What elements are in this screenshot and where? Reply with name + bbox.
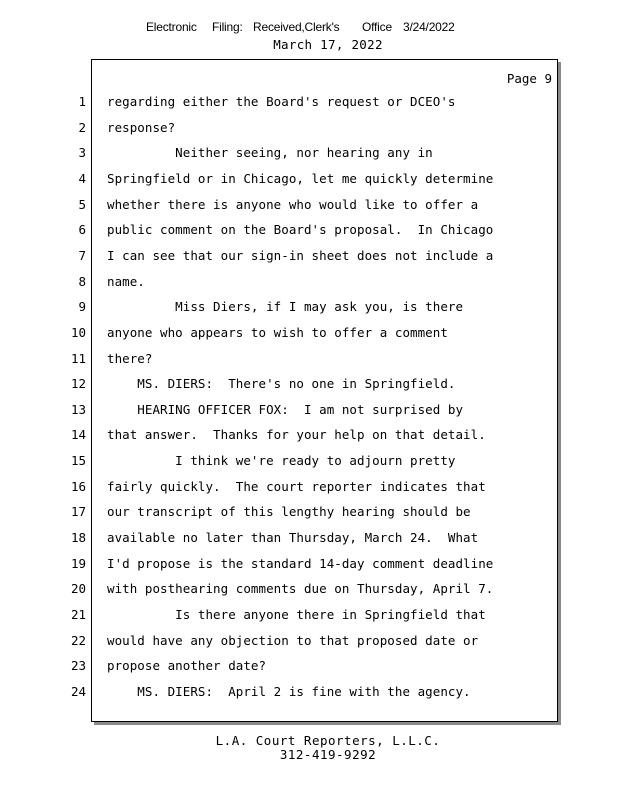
line-number: 18 [70, 530, 86, 545]
line-number: 21 [70, 607, 86, 622]
line-text: MS. DIERS: There's no one in Springfield. [107, 376, 456, 391]
line-text: public comment on the Board's proposal. In Chicago [107, 222, 494, 237]
line-text: that answer. Thanks for your help on that detail. [107, 427, 486, 442]
line-number: 3 [78, 145, 86, 160]
line-number: 4 [78, 171, 86, 186]
line-number: 2 [78, 120, 86, 135]
line-text: would have any objection to that proposed date or [107, 633, 479, 648]
line-number: 15 [70, 453, 86, 468]
line-number: 10 [70, 325, 86, 340]
line-number: 24 [70, 684, 86, 699]
line-text: regarding either the Board's request or DCEO's [107, 94, 456, 109]
line-text: I can see that our sign-in sheet does not include a [107, 248, 494, 263]
line-number: 19 [70, 556, 86, 571]
footer-company: L.A. Court Reporters, L.L.C. [215, 733, 441, 748]
line-number: 14 [70, 427, 86, 442]
filing-office: Office [362, 20, 392, 34]
line-text: I think we're ready to adjourn pretty [107, 453, 456, 468]
line-text: Miss Diers, if I may ask you, is there [107, 299, 464, 314]
line-text: I'd propose is the standard 14-day comment deadline [107, 556, 494, 571]
line-text: our transcript of this lengthy hearing should be [107, 504, 471, 519]
line-number: 5 [78, 197, 86, 212]
transcript-date: March 17, 2022 [273, 37, 383, 52]
line-number: 12 [70, 376, 86, 391]
line-number: 8 [78, 274, 86, 289]
line-number: 7 [78, 248, 86, 263]
page-number: Page 9 [506, 71, 552, 86]
line-text: Is there anyone there in Springfield that [107, 607, 486, 622]
line-number: 13 [70, 402, 86, 417]
line-text: fairly quickly. The court reporter indicates that [107, 479, 486, 494]
line-text: whether there is anyone who would like to offer a [107, 197, 479, 212]
line-number: 9 [78, 299, 86, 314]
line-text: name. [107, 274, 145, 289]
line-number: 16 [70, 479, 86, 494]
line-text: MS. DIERS: April 2 is fine with the agency. [107, 684, 471, 699]
line-number: 22 [70, 633, 86, 648]
line-number: 11 [70, 351, 86, 366]
line-number: 23 [70, 658, 86, 673]
line-text: there? [107, 351, 153, 366]
line-number: 1 [78, 94, 86, 109]
filing-label: Filing: [212, 20, 243, 34]
line-text: Springfield or in Chicago, let me quickly determine [107, 171, 494, 186]
line-text: Neither seeing, nor hearing any in [107, 145, 433, 160]
line-text: propose another date? [107, 658, 267, 673]
footer-phone: 312-419-9292 [279, 747, 377, 762]
line-text: anyone who appears to wish to offer a comment [107, 325, 448, 340]
line-text: HEARING OFFICER FOX: I am not surprised by [107, 402, 464, 417]
line-number: 20 [70, 581, 86, 596]
line-number: 17 [70, 504, 86, 519]
line-text: available no later than Thursday, March 24. What [107, 530, 479, 545]
line-text: response? [107, 120, 176, 135]
line-text: with posthearing comments due on Thursday, April 7. [107, 581, 494, 596]
filing-electronic: Electronic [146, 20, 197, 34]
filing-date: 3/24/2022 [403, 20, 455, 34]
line-number: 6 [78, 222, 86, 237]
filing-received: Received,Clerk's [253, 20, 340, 34]
